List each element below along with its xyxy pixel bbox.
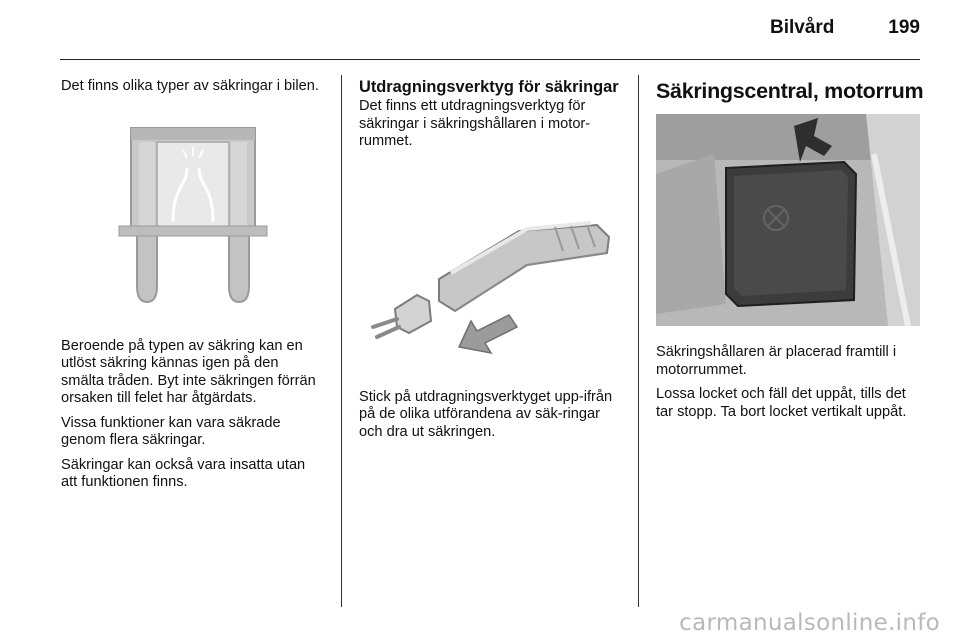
puller-paragraph-1: Det finns ett utdragningsverktyg för säkringar i säkringshållaren i motor-rummet. (359, 98, 591, 149)
fuse-box-heading: Säkringscentral, motorrum (656, 79, 924, 103)
fuse-box-paragraph-1: Säkringshållaren är placerad framtill i motorrummet. (656, 344, 897, 378)
column-1 (61, 78, 325, 499)
fuse-box-photo (656, 114, 922, 326)
fuse-paragraph-2: Vissa funktioner kan vara säkrade genom flera säkringar. (61, 414, 281, 448)
column-3 (656, 78, 922, 428)
header-title: Bilvård (770, 17, 835, 38)
header-rule (60, 59, 920, 60)
column-divider-right (638, 75, 639, 607)
watermark: carmanualsonline.info (679, 610, 940, 636)
intro-paragraph: Det finns olika typer av säkringar i bilen. (61, 78, 319, 94)
fuse-paragraph-1: Beroende på typen av säkring kan en utlöst säkring kännas igen på den smälta tråden. Byt inte säkringen förrän orsaken till felet har åtgärdats. (61, 337, 316, 406)
page-number: 199 (888, 17, 920, 38)
fuse-paragraph-3: Säkringar kan också vara insatta utan att funktionen finns. (61, 456, 306, 490)
puller-paragraph-2: Stick på utdragningsverktyget upp-ifrån på de olika utförandena av säk-ringar och dra ut säkringen. (359, 388, 613, 440)
puller-heading: Utdragningsverktyg för säkringar (359, 78, 619, 96)
column-divider-left (341, 75, 342, 607)
fuse-box-paragraph-2: Lossa locket och fäll det uppåt, tills det tar stopp. Ta bort locket vertikalt uppåt. (656, 386, 907, 420)
fuse-puller-illustration (359, 161, 622, 371)
fuse-illustration (61, 106, 325, 320)
column-2 (359, 78, 622, 448)
